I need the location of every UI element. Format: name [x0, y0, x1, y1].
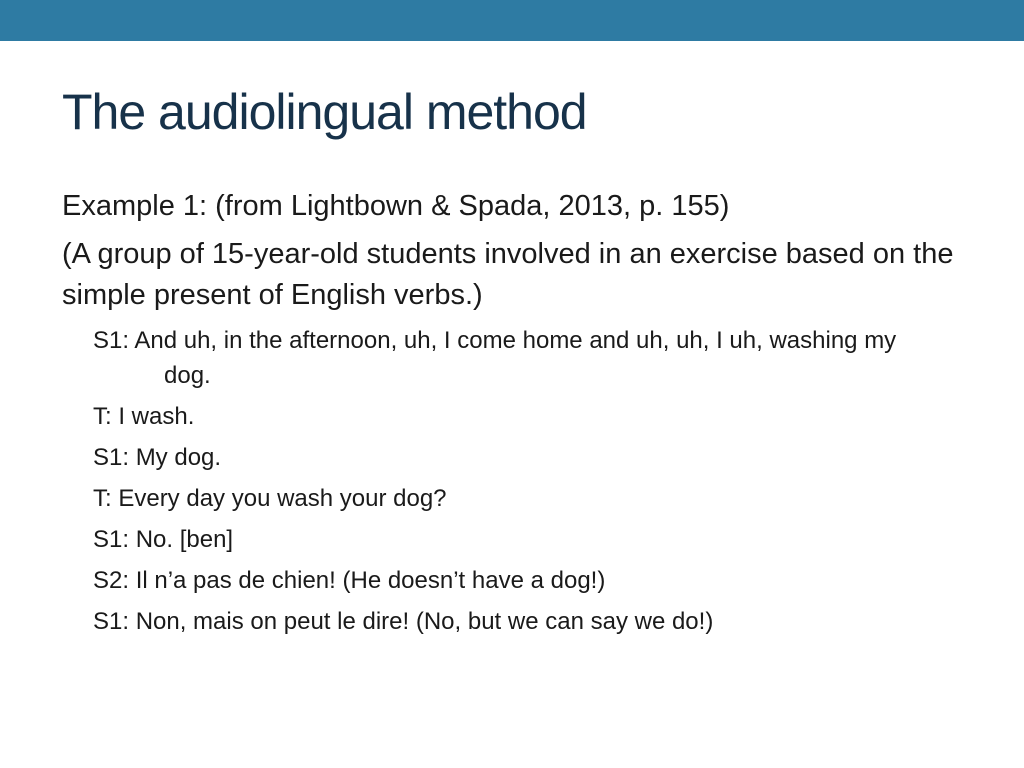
- dialogue-line: T: I wash.: [93, 403, 195, 430]
- dialogue-line: T: Every day you wash your dog?: [93, 485, 447, 512]
- example-heading: Example 1: (from Lightbown & Spada, 2013, p. 155): [62, 190, 730, 222]
- dialogue-line: S1: My dog.: [93, 444, 222, 471]
- dialogue-line: S1: And uh, in the afternoon, uh, I come home and uh, uh, I uh, washing my dog.: [93, 327, 897, 389]
- dialogue-line: S2: Il n’a pas de chien! (He doesn’t have a dog!): [93, 567, 606, 594]
- dialogue-line: S1: No. [ben]: [93, 526, 234, 553]
- dialogue-list: [62, 323, 962, 639]
- slide-body: [62, 186, 962, 639]
- exercise-context: (A group of 15-year-old students involved in an exercise based on the simple present of English verbs.): [62, 238, 954, 311]
- slide-title: The audiolingual method: [62, 84, 587, 140]
- header-accent-bar: [0, 0, 1024, 41]
- dialogue-line: S1: Non, mais on peut le dire! (No, but we can say we do!): [93, 608, 714, 635]
